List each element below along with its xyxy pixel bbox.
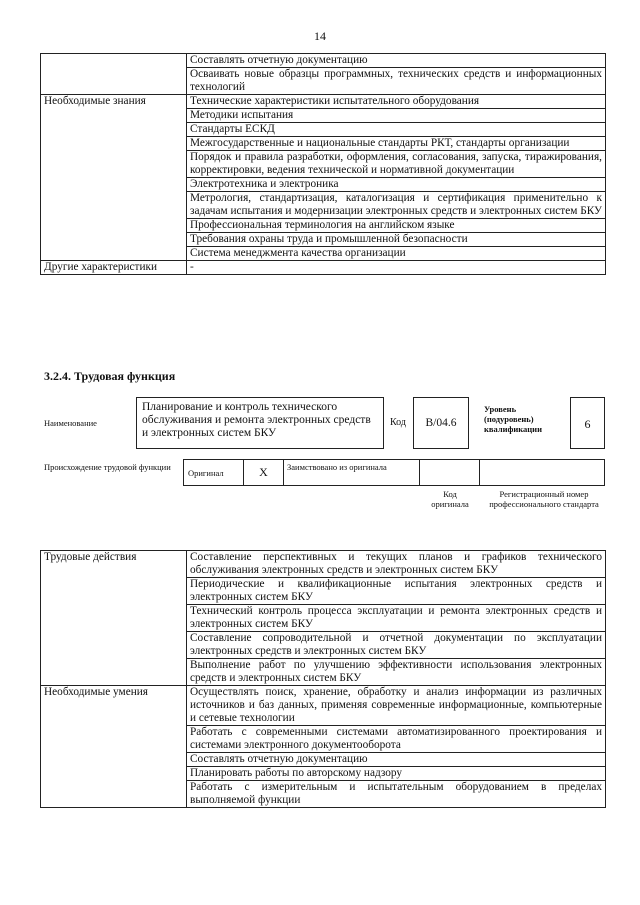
row-text: Составлять отчетную документацию bbox=[187, 753, 606, 767]
row-text: Электротехника и электроника bbox=[187, 178, 606, 192]
row-text: Составлять отчетную документацию bbox=[187, 54, 606, 68]
row-text: Система менеджмента качества организации bbox=[187, 247, 606, 261]
row-label bbox=[41, 54, 187, 95]
page-number: 14 bbox=[314, 29, 326, 43]
row-text: Осуществлять поиск, хранение, обработку и анализ информации из различных источников и баз данных, применяя современные информационные, компьютерные и сетевые технологии bbox=[187, 686, 606, 726]
row-text: Методики испытания bbox=[187, 109, 606, 123]
row-text: Составление сопроводительной и отчетной документации по эксплуатации электронных средств и электронных систем БКУ bbox=[187, 632, 606, 659]
reg-number-cell bbox=[480, 460, 604, 485]
row-text: - bbox=[187, 261, 606, 275]
row-text: Периодические и квалификационные испытания электронных средств и электронных систем БКУ bbox=[187, 578, 606, 605]
top-requirements-table bbox=[40, 53, 606, 275]
row-text: Технические характеристики испытательного оборудования bbox=[187, 95, 606, 109]
table-row bbox=[41, 54, 606, 68]
code-original-cell bbox=[420, 460, 480, 485]
level-box bbox=[570, 397, 605, 449]
bottom-requirements-table bbox=[40, 550, 606, 808]
table-row bbox=[41, 551, 606, 578]
original-mark-cell bbox=[244, 460, 284, 485]
function-name-box bbox=[136, 397, 384, 449]
table-row bbox=[41, 261, 606, 275]
reg-number-label: Регистрационный номер профессионального стандарта bbox=[489, 489, 599, 509]
origin-label: Происхождение трудовой функции bbox=[44, 462, 171, 472]
name-label: Наименование bbox=[44, 418, 97, 428]
table-row bbox=[41, 95, 606, 109]
original-label: Оригинал bbox=[188, 468, 224, 478]
borrowed-label: Заимствовано из оригинала bbox=[287, 462, 387, 472]
row-text: Метрология, стандартизация, каталогизация и сертификация применительно к задачам испытания и модернизации электронных средств и электронных систем БКУ bbox=[187, 192, 606, 219]
borrowed-cell bbox=[284, 460, 420, 485]
row-text: Выполнение работ по улучшению эффективности использования электронных средств и электронных систем БКУ bbox=[187, 659, 606, 686]
level-label: Уровень (подуровень) квалификации bbox=[484, 404, 542, 434]
row-text: Составление перспективных и текущих планов и графиков технического обслуживания электронных средств и электронных систем БКУ bbox=[187, 551, 606, 578]
table-row bbox=[41, 686, 606, 726]
function-name-value: Планирование и контроль технического обслуживания и ремонта электронных средств и электронных систем БКУ bbox=[142, 401, 371, 439]
original-mark: X bbox=[259, 465, 268, 479]
row-text: Работать с современными системами автоматизированного проектирования и системами электронного документооборота bbox=[187, 726, 606, 753]
original-cell bbox=[184, 460, 244, 485]
row-text: Технический контроль процесса эксплуатации и ремонта электронных средств и электронных систем БКУ bbox=[187, 605, 606, 632]
code-box bbox=[413, 397, 469, 449]
row-label: Трудовые действия bbox=[41, 551, 187, 686]
row-label: Необходимые умения bbox=[41, 686, 187, 808]
row-text: Требования охраны труда и промышленной безопасности bbox=[187, 233, 606, 247]
row-text: Межгосударственные и национальные стандарты РКТ, стандарты организации bbox=[187, 137, 606, 151]
row-text: Работать с измерительным и испытательным оборудованием в пределах выполняемой функции bbox=[187, 781, 606, 808]
origin-row bbox=[183, 459, 605, 486]
code-original-label: Код оригинала bbox=[431, 489, 469, 509]
row-text: Планировать работы по авторскому надзору bbox=[187, 767, 606, 781]
row-text: Осваивать новые образцы программных, технических средств и информационных технологий bbox=[187, 68, 606, 95]
code-label: Код bbox=[390, 417, 406, 428]
row-label: Необходимые знания bbox=[41, 95, 187, 261]
section-heading: 3.2.4. Трудовая функция bbox=[44, 369, 176, 383]
level-value: 6 bbox=[584, 417, 591, 431]
row-text: Порядок и правила разработки, оформления, согласования, запуска, тиражирования, корректировки, ведения технической и нормативной документации bbox=[187, 151, 606, 178]
row-text: Профессиональная терминология на английском языке bbox=[187, 219, 606, 233]
row-text: Стандарты ЕСКД bbox=[187, 123, 606, 137]
code-value: В/04.6 bbox=[425, 417, 457, 429]
row-label: Другие характеристики bbox=[41, 261, 187, 275]
